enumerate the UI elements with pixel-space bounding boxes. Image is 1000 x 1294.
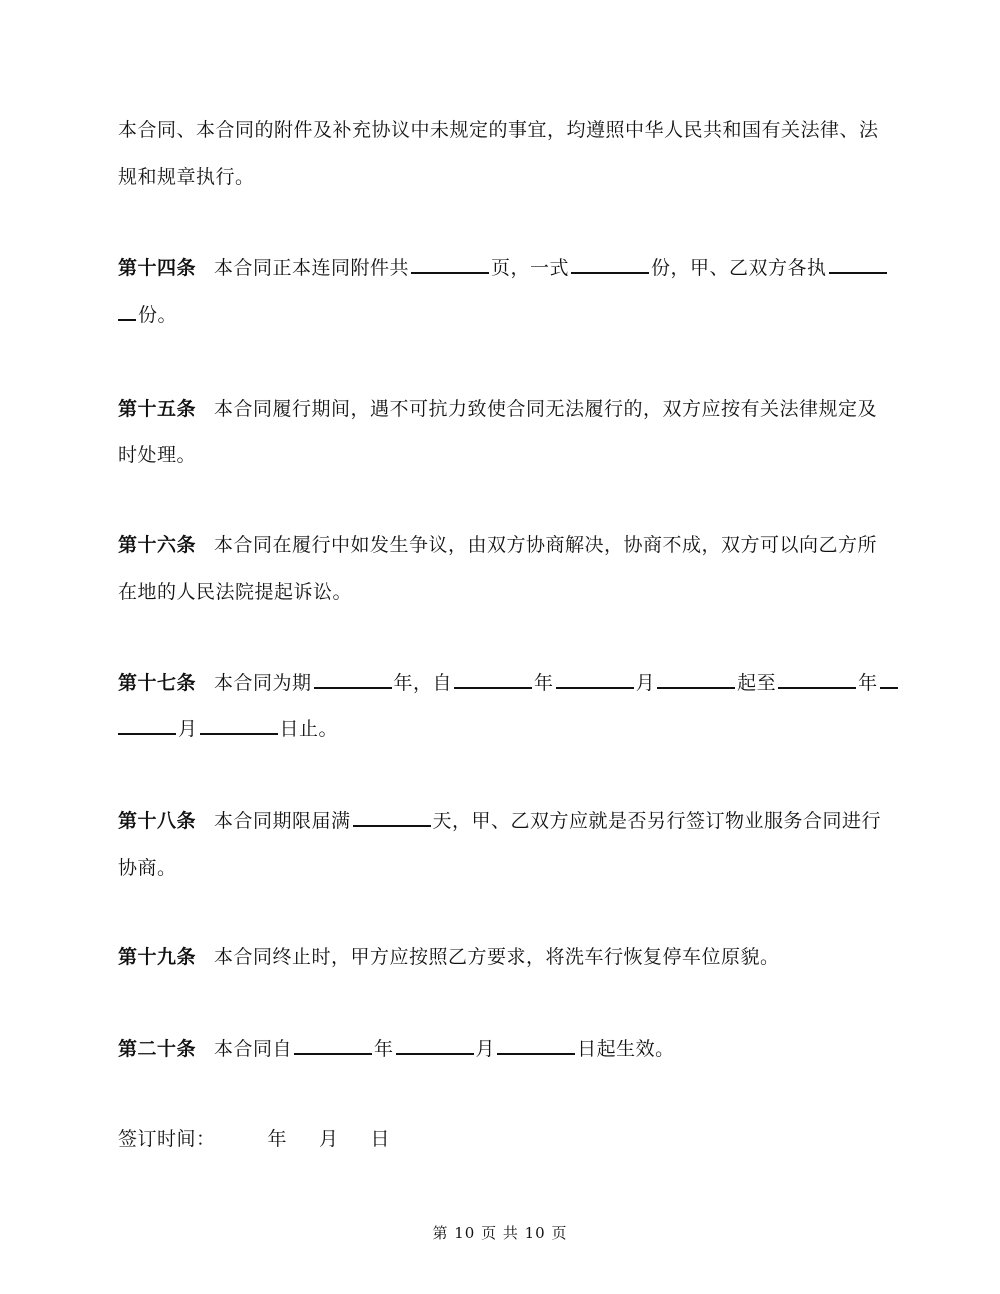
article-19-number: 第十九条 (118, 946, 197, 968)
page-number: 第 10 页 共 10 页 (432, 1224, 568, 1242)
article-15-line-2: 时处理。 (118, 444, 197, 466)
article-15-number: 第十五条 (118, 398, 197, 420)
article-17-line-2: 月 日止。 (118, 706, 338, 753)
page-footer (0, 1222, 1000, 1243)
article-14-line-2: 份。 (118, 292, 177, 339)
signing-date-label: 签订时间： (118, 1128, 216, 1150)
article-14-line-1: 第十四条 本合同正本连同附件共 页，一式 份，甲、乙双方各执 (118, 245, 889, 292)
signing-month-label: 月 (319, 1128, 339, 1150)
article-20-number: 第二十条 (118, 1038, 197, 1060)
article-19-line-1: 第十九条 本合同终止时，甲方应按照乙方要求，将洗车行恢复停车位原貌。 (118, 946, 780, 968)
article-16-line-1: 第十六条 本合同在履行中如发生争议，由双方协商解决，协商不成，双方可以向乙方所 (118, 534, 878, 556)
paragraph-13-line-2: 规和规章执行。 (118, 166, 255, 188)
blank-field (556, 671, 634, 689)
blank-field (454, 671, 532, 689)
article-17-line-1: 第十七条 本合同为期 年，自 年 月 起至 年 (118, 660, 900, 707)
article-17-number: 第十七条 (118, 672, 197, 694)
article-16-line-2: 在地的人民法院提起诉讼。 (118, 581, 353, 603)
blank-field (118, 303, 136, 321)
blank-field (396, 1037, 474, 1055)
article-20-line-1: 第二十条 本合同自 年 月 日起生效。 (118, 1038, 675, 1060)
signing-day-label: 日 (370, 1128, 391, 1150)
blank-field (314, 671, 392, 689)
blank-field (657, 671, 735, 689)
blank-field (411, 256, 489, 274)
blank-field (880, 671, 898, 689)
blank-field (778, 671, 856, 689)
article-16-number: 第十六条 (118, 534, 197, 556)
blank-field (829, 256, 887, 274)
article-18-number: 第十八条 (118, 810, 197, 832)
signing-year-label: 年 (267, 1128, 288, 1150)
blank-field (353, 809, 431, 827)
article-18-line-2: 协商。 (118, 857, 177, 879)
blank-field (200, 717, 278, 735)
article-14-number: 第十四条 (118, 257, 197, 279)
article-15-line-1: 第十五条 本合同履行期间，遇不可抗力致使合同无法履行的，双方应按有关法律规定及 (118, 398, 878, 420)
blank-field (497, 1037, 575, 1055)
blank-field (294, 1037, 372, 1055)
blank-field (118, 717, 176, 735)
blank-field (571, 256, 649, 274)
article-18-line-1: 第十八条 本合同期限届满 天，甲、乙双方应就是否另行签订物业服务合同进行 (118, 810, 882, 832)
paragraph-13-line-1: 本合同、本合同的附件及补充协议中未规定的事宜，均遵照中华人民共和国有关法律、法 (118, 119, 879, 141)
signing-date-line (118, 1116, 390, 1163)
